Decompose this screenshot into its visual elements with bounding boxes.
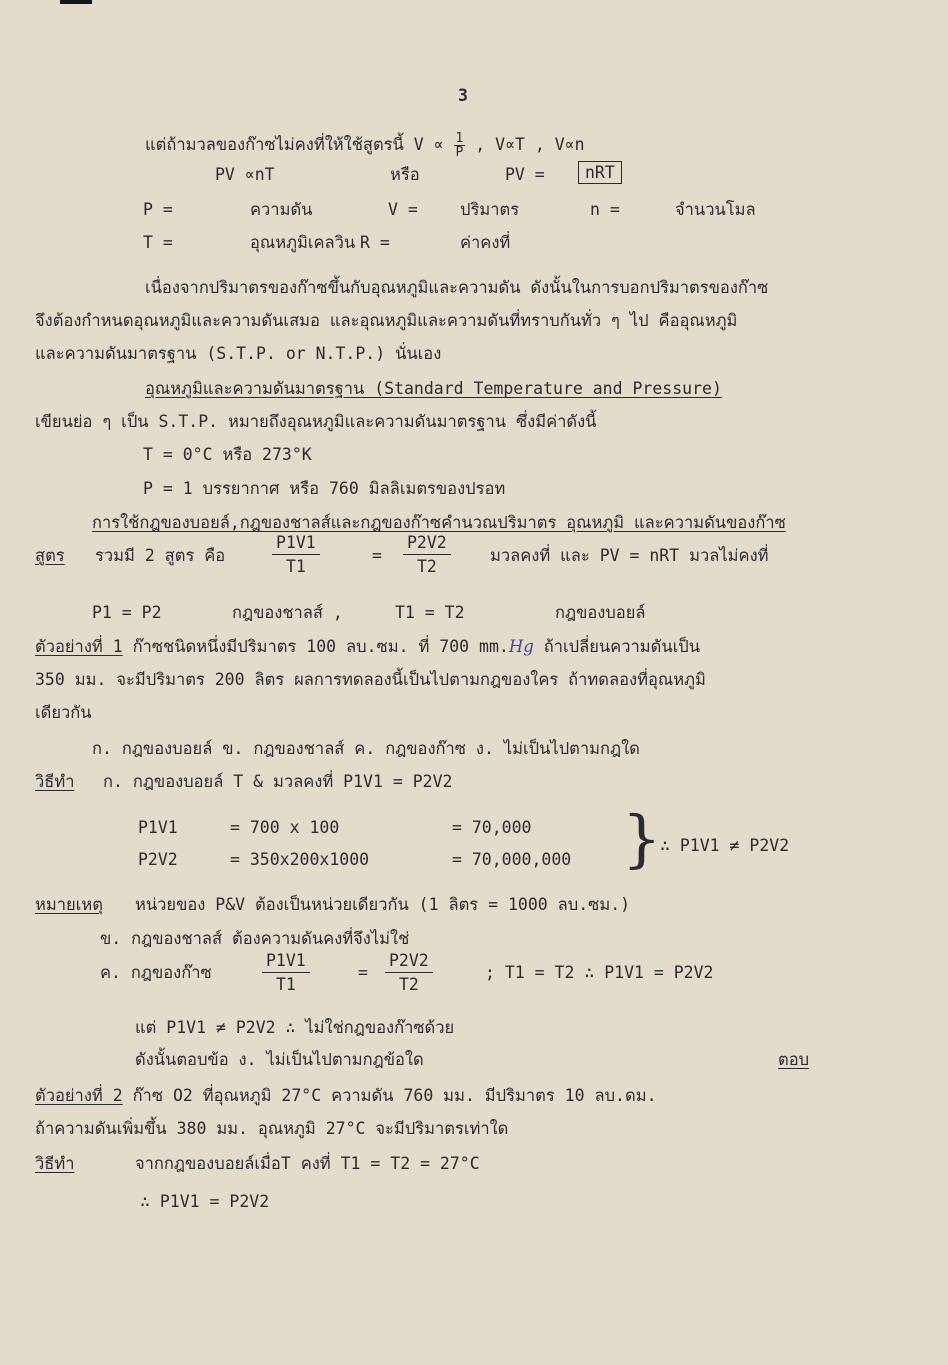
combined-gas-fraction-1: $\frac{P1V1}{T1}$: [272, 533, 320, 576]
hg-handwritten: Hg: [508, 637, 534, 656]
stp-definition: เขียนย่อ ๆ เป็น S.T.P. หมายถึงอุณหภูมิและความดันมาตรฐาน ซึ่งมีค่าดังนี้: [35, 412, 597, 431]
formula-equals: =: [372, 546, 382, 565]
example-2-line-1: ตัวอย่างที่ 2 ก๊าซ O2 ที่อุณหภูมิ 27°C ความดัน 760 มม. มีปริมาตร 10 ลบ.ดม.: [35, 1086, 657, 1105]
def-t-text: อุณหภูมิเคลวิน: [250, 233, 356, 252]
para-line-2: จึงต้องกำหนดอุณหภูมิและความดันเสมอ และอุณหภูมิและความดันที่ทราบกันทั่ว ๆ ไป คืออุณหภูมิ: [35, 311, 738, 330]
answer-label: ตอบ: [778, 1050, 810, 1069]
def-n-text: จำนวนโมล: [675, 200, 756, 219]
nrt-boxed: nRT: [578, 163, 622, 183]
top-edge-mark: [60, 0, 92, 4]
pv-equals: PV =: [505, 165, 545, 184]
example-1-line-3: เดียวกัน: [35, 703, 92, 722]
choice-b-explain: ข. กฎของชาลส์ ต้องความดันคงที่จึงไม่ใช่: [100, 929, 410, 948]
formula-conditions: มวลคงที่ และ PV = nRT มวลไม่คงที่: [490, 546, 769, 565]
solution-2-equation: ∴ P1V1 = P2V2: [140, 1192, 270, 1211]
but-line: แต่ P1V1 ≠ P2V2 ∴ ไม่ใช่กฎของก๊าซด้วย: [135, 1018, 455, 1037]
calc-row-1-right: = 70,000: [452, 818, 532, 837]
formula-intro: รวมมี 2 สูตร คือ: [95, 546, 226, 565]
or-label: หรือ: [390, 165, 420, 184]
mass-varying-intro: แต่ถ้ามวลของก๊าซไม่คงที่ให้ใช้สูตรนี้ V ∝ $\frac{1}{P}$ , V∝T , V∝n: [145, 131, 585, 160]
stp-temperature: T = 0°C หรือ 273°K: [143, 445, 312, 464]
inverse-p-fraction: $\frac{1}{P}$: [455, 131, 464, 160]
therefore-line: ดังนั้นตอบข้อ ง. ไม่เป็นไปตามกฎข้อใด: [135, 1050, 424, 1069]
gas-law-fraction-2: $\frac{P2V2}{T2}$: [385, 951, 433, 994]
stp-pressure: P = 1 บรรยากาศ หรือ 760 มิลลิเมตรของปรอท: [143, 479, 506, 498]
def-p: P =: [143, 200, 173, 219]
para-line-1: เนื่องจากปริมาตรของก๊าซขึ้นกับอุณหภูมิและความดัน ดังนั้นในการบอกปริมาตรของก๊าซ: [145, 278, 769, 297]
choice-c-rest: ; T1 = T2 ∴ P1V1 = P2V2: [485, 963, 714, 982]
calc-row-1-mid: = 700 x 100: [230, 818, 340, 837]
combined-gas-fraction-2: $\frac{P2V2}{T2}$: [403, 533, 451, 576]
example-1-choices: ก. กฎของบอยล์ ข. กฎของชาลส์ ค. กฎของก๊าซ ง. ไม่เป็นไปตามกฎใด: [92, 739, 640, 758]
stp-heading: อุณหภูมิและความดันมาตรฐาน (Standard Temperature and Pressure): [145, 379, 722, 398]
cond-charles: กฎของชาลส์ ,: [232, 603, 343, 622]
cond-boyle: กฎของบอยล์: [555, 603, 646, 622]
choice-c-explain: ค. กฎของก๊าซ: [100, 963, 212, 982]
pv-proportional: PV ∝nT: [215, 165, 275, 184]
def-v-text: ปริมาตร: [460, 200, 520, 219]
def-v: V =: [388, 200, 418, 219]
page-number: 3: [458, 86, 468, 105]
gas-law-equals: =: [358, 963, 368, 982]
example-1-line-1: ตัวอย่างที่ 1 ก๊าซชนิดหนึ่งมีปริมาตร 100 ลบ.ซม. ที่ 700 mm.Hg ถ้าเปลี่ยนความดันเป็น: [35, 637, 700, 656]
calc-conclusion: ∴ P1V1 ≠ P2V2: [660, 836, 790, 855]
example-1-line-2: 350 มม. จะมีปริมาตร 200 ลิตร ผลการทดลองนี้เป็นไปตามกฎของใคร ถ้าทดลองที่อุณหภูมิ: [35, 670, 706, 689]
calc-row-2-right: = 70,000,000: [452, 850, 572, 869]
gas-law-fraction-1: $\frac{P1V1}{T1}$: [262, 951, 310, 994]
example-2-line-2: ถ้าความดันเพิ่มขึ้น 380 มม. อุณหภูมิ 27°C จะมีปริมาตรเท่าใด: [35, 1119, 509, 1138]
def-n: n =: [590, 200, 620, 219]
note-label: หมายเหตุ: [35, 895, 103, 914]
formula-label: สูตร: [35, 546, 65, 565]
def-r: R =: [360, 233, 390, 252]
usage-heading: การใช้กฎของบอยล์,กฎของชาลส์และกฎของก๊าซคำนวณปริมาตร อุณหภูมิ และความดันของก๊าซ: [92, 513, 786, 532]
calc-row-2-left: P2V2: [138, 850, 178, 869]
calc-row-1-left: P1V1: [138, 818, 178, 837]
solution-1-label: วิธีทำ: [35, 772, 75, 791]
solution-1-head: ก. กฎของบอยล์ T & มวลคงที่ P1V1 = P2V2: [103, 772, 453, 791]
calc-row-2-mid: = 350x200x1000: [230, 850, 370, 869]
solution-2-text: จากกฎของบอยล์เมื่อT คงที่ T1 = T2 = 27°C: [135, 1154, 480, 1173]
cond-p: P1 = P2: [92, 603, 162, 622]
def-r-text: ค่าคงที่: [460, 233, 511, 252]
para-line-3: และความดันมาตรฐาน (S.T.P. or N.T.P.) นั่นเอง: [35, 344, 442, 363]
def-p-text: ความดัน: [250, 200, 313, 219]
solution-2-label: วิธีทำ: [35, 1154, 75, 1173]
def-t: T =: [143, 233, 173, 252]
note-text: หน่วยของ P&V ต้องเป็นหน่วยเดียวกัน (1 ลิตร = 1000 ลบ.ซม.): [135, 895, 631, 914]
cond-t: T1 = T2: [395, 603, 465, 622]
right-brace: }: [622, 802, 662, 875]
